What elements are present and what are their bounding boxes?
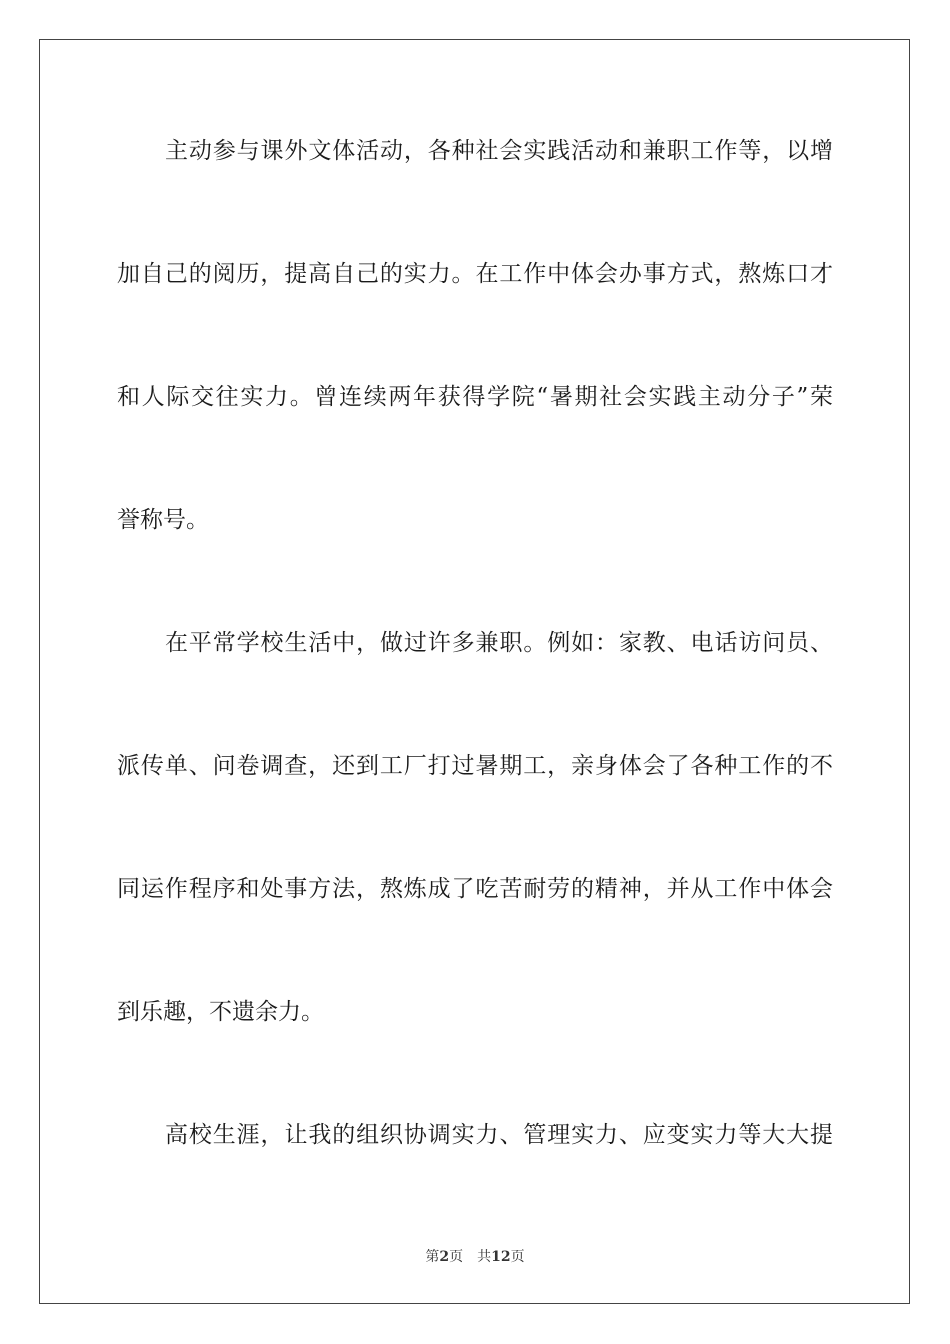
page-border <box>39 39 910 1304</box>
paragraph-2-line-1: 在平常学校生活中，做过许多兼职。例如：家教、电话访问员、 <box>165 630 833 656</box>
paragraph-3-line-1: 高校生涯，让我的组织协调实力、管理实力、应变实力等大大提 <box>165 1122 833 1148</box>
paragraph-2-line-2: 派传单、问卷调查，还到工厂打过暑期工，亲身体会了各种工作的不 <box>117 753 833 779</box>
paragraph-2-line-3: 同运作程序和处事方法，熬炼成了吃苦耐劳的精神，并从工作中体会 <box>117 876 833 902</box>
footer-total-prefix: 共 <box>477 1249 492 1265</box>
paragraph-1-line-1: 主动参与课外文体活动，各种社会实践活动和兼职工作等，以增 <box>165 138 833 164</box>
footer-page-suffix: 页 <box>449 1249 464 1265</box>
paragraph-1-line-4: 誉称号。 <box>117 507 209 533</box>
paragraph-2-line-4: 到乐趣，不遗余力。 <box>117 999 324 1025</box>
footer-page-number: 2 <box>439 1249 450 1265</box>
page-footer <box>0 1247 950 1267</box>
footer-total-number: 12 <box>491 1249 511 1265</box>
paragraph-1-line-3: 和人际交往实力。曾连续两年获得学院“暑期社会实践主动分子”荣 <box>117 384 833 410</box>
footer-total-suffix: 页 <box>510 1249 525 1265</box>
footer-page-prefix: 第 <box>425 1249 440 1265</box>
paragraph-1-line-2: 加自己的阅历，提高自己的实力。在工作中体会办事方式，熬炼口才 <box>117 261 833 287</box>
